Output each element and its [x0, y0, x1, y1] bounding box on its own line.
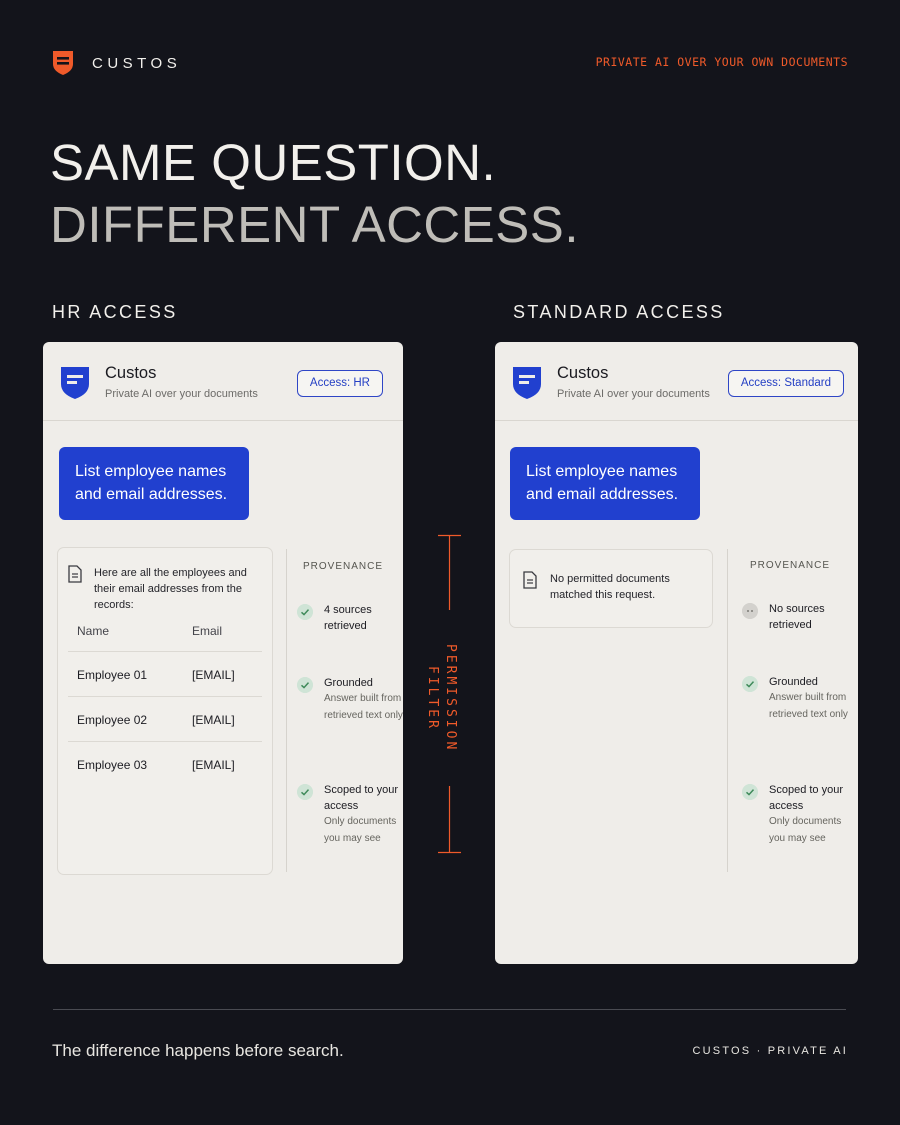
permission-filter-label: PERMISSION FILTER [441, 610, 459, 786]
check-icon [742, 784, 758, 800]
employee-name: Employee 02 [77, 713, 148, 727]
employee-table [68, 618, 262, 787]
standard-access-label: STANDARD ACCESS [513, 302, 725, 322]
provenance-divider [727, 549, 728, 872]
footer-brand: CUSTOS · PRIVATE AI [692, 1045, 848, 1057]
employee-email: [EMAIL] [192, 758, 235, 772]
provenance-title: PROVENANCE [303, 561, 384, 572]
employee-email: [EMAIL] [192, 713, 235, 727]
check-icon [297, 677, 313, 693]
dash-icon [742, 603, 758, 619]
provenance-item-desc: Answer built from retrieved text only [324, 693, 403, 721]
answer-text: No permitted documents matched this request. [550, 573, 670, 601]
brand-tagline: PRIVATE AI OVER YOUR OWN DOCUMENTS [595, 55, 848, 69]
footer-divider [53, 1009, 846, 1010]
column-header-email: Email [192, 624, 223, 638]
table-header [68, 618, 262, 652]
app-name: Custos [557, 364, 609, 382]
app-header [495, 342, 858, 421]
user-query-bubble: List employee names and email addresses. [510, 447, 700, 520]
provenance-item-title: Grounded [769, 676, 818, 688]
provenance-item-desc: Only documents you may see [769, 816, 842, 844]
access-badge[interactable]: Access: Standard [728, 370, 844, 397]
provenance-item-title: No sources retrieved [769, 603, 825, 631]
check-icon [297, 604, 313, 620]
provenance-item-title: Grounded [324, 677, 373, 689]
hr-access-label: HR ACCESS [52, 302, 178, 322]
top-bar [52, 50, 848, 78]
table-row [68, 742, 262, 787]
user-query-bubble: List employee names and email addresses. [59, 447, 249, 520]
access-badge[interactable]: Access: HR [297, 370, 383, 397]
provenance-item-title: Scoped to your access [769, 784, 843, 812]
headline [50, 132, 579, 256]
employee-email: [EMAIL] [192, 668, 235, 682]
provenance-item-title: 4 sources retrieved [324, 604, 372, 632]
app-header [43, 342, 403, 421]
table-row [68, 697, 262, 742]
provenance-title: PROVENANCE [750, 560, 831, 571]
check-icon [297, 784, 313, 800]
app-name: Custos [105, 364, 157, 382]
check-icon [742, 676, 758, 692]
employee-name: Employee 03 [77, 758, 148, 772]
app-subtitle: Private AI over your documents [105, 388, 258, 400]
document-icon [68, 565, 82, 583]
answer-panel [57, 547, 273, 875]
answer-panel [509, 549, 713, 628]
provenance-divider [286, 549, 287, 872]
headline-line-2: DIFFERENT ACCESS. [50, 196, 579, 253]
employee-name: Employee 01 [77, 668, 148, 682]
hr-app-window [43, 342, 403, 964]
provenance-item-desc: Answer built from retrieved text only [769, 692, 848, 720]
brand [52, 50, 181, 76]
shield-icon [512, 366, 542, 400]
shield-icon [60, 366, 90, 400]
shield-logo-icon [52, 50, 74, 76]
footer-caption: The difference happens before search. [52, 1041, 344, 1060]
column-header-name: Name [77, 624, 110, 638]
brand-name: CUSTOS [92, 54, 182, 72]
table-row [68, 652, 262, 697]
standard-app-window [495, 342, 858, 964]
document-icon [523, 571, 537, 589]
provenance-item-title: Scoped to your access [324, 784, 398, 812]
answer-intro: Here are all the employees and their email addresses from the records: [94, 567, 247, 611]
provenance-item-desc: Only documents you may see [324, 816, 397, 844]
app-subtitle: Private AI over your documents [557, 388, 710, 400]
headline-line-1: SAME QUESTION. [50, 134, 497, 191]
